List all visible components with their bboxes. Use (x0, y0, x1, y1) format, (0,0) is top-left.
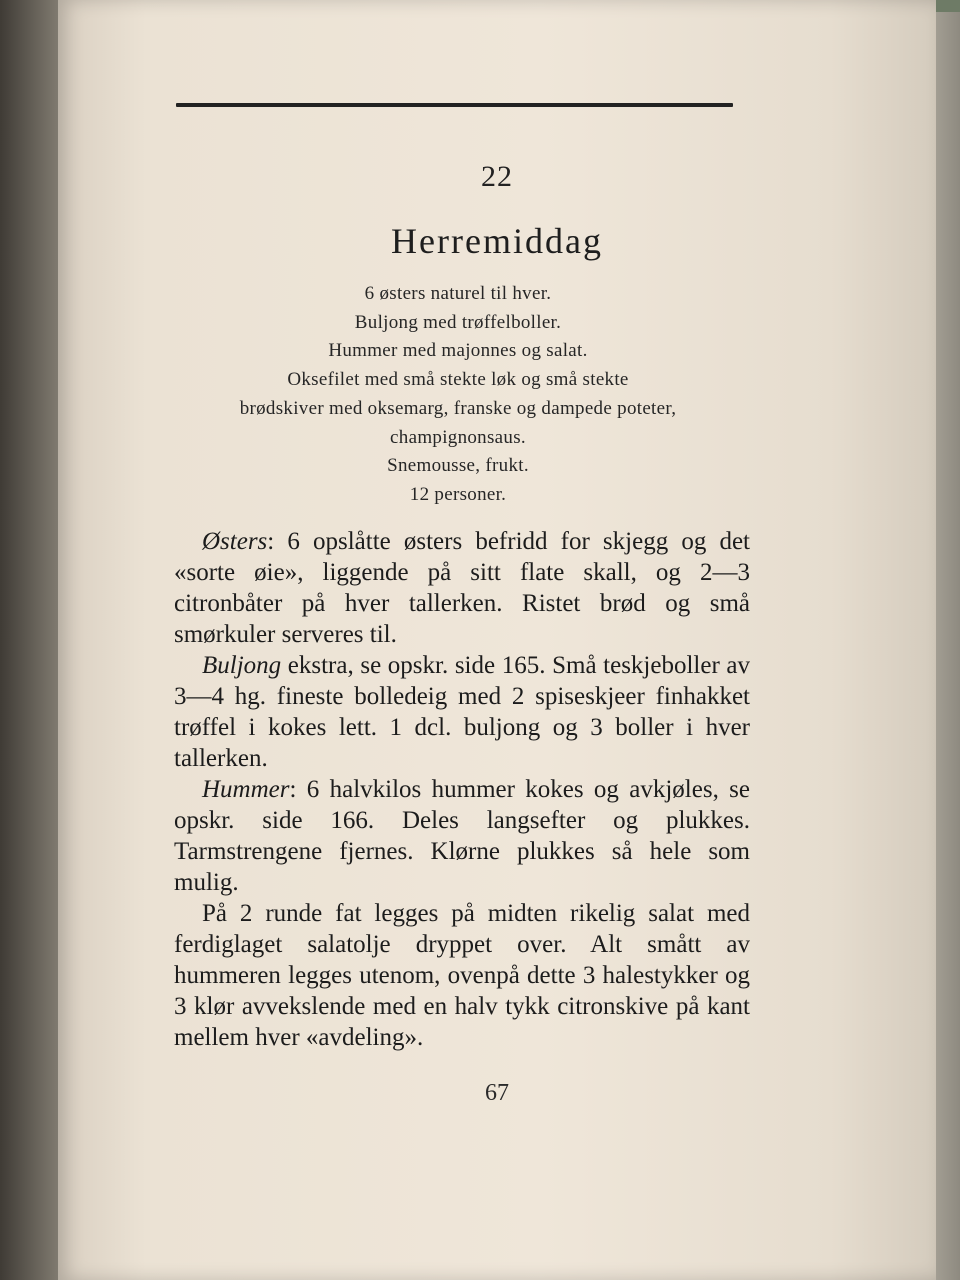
recipe-text: : 6 opslåtte østers befridd for skjegg og det «sorte øie», liggende på sitt flate skall, og 2—3 citronbåter på hver tallerken. Ristet brød og små smørkuler serveres til. (174, 528, 750, 648)
recipe-text: På 2 runde fat legges på midten rikelig salat med ferdiglaget salatolje dryppet over. Alt smått av hummeren legges utenom, ovenpå dette 3 halestykker og 3 klør avvekslende med en halv tykk citronskive på kant mellem hver «avdeling». (174, 900, 750, 1051)
menu-list (178, 280, 738, 510)
recipe-body (174, 526, 750, 1053)
recipe-heading: Buljong (202, 652, 282, 679)
recipe-text: ekstra, se opskr. side 165. Små teskjeboller av 3—4 hg. fineste bolledeig med 2 spiseskjeer finhakket trøffel i kokes lett. 1 dcl. buljong og 3 boller i hver tallerken. (174, 652, 750, 772)
recipe-paragraph-bouillon (174, 650, 750, 774)
recipe-paragraph-plating (174, 898, 750, 1053)
page-number: 67 (485, 1080, 509, 1106)
recipe-heading: Hummer (202, 776, 290, 803)
recipe-paragraph-oysters (174, 526, 750, 650)
menu-line: 6 østers naturel til hver. (364, 283, 552, 304)
menu-line: Snemousse, frukt. (387, 455, 529, 477)
recipe-heading: Østers (202, 528, 268, 555)
menu-line: champignonsaus. (390, 426, 526, 448)
menu-line: brødskiver med oksemarg, franske og dampede poteter, (239, 397, 677, 419)
menu-line: Buljong med trøffelboller. (354, 311, 562, 333)
page-title: Herremiddag (391, 221, 603, 261)
recipe-text: : 6 halvkilos hummer kokes og avkjøles, se opskr. side 166. Deles langsefter og plukkes. Tarmstrengene fjernes. Klørne plukkes så hele som mulig. (174, 776, 750, 896)
menu-line: Oksefilet med små stekte løk og små stekte (287, 369, 629, 391)
book-page (58, 0, 936, 1280)
menu-line: Hummer med majonnes og salat. (328, 340, 588, 362)
header-rule (176, 103, 733, 107)
chapter-number: 22 (481, 160, 513, 193)
recipe-paragraph-lobster (174, 774, 750, 898)
menu-line: 12 personer. (409, 483, 507, 505)
